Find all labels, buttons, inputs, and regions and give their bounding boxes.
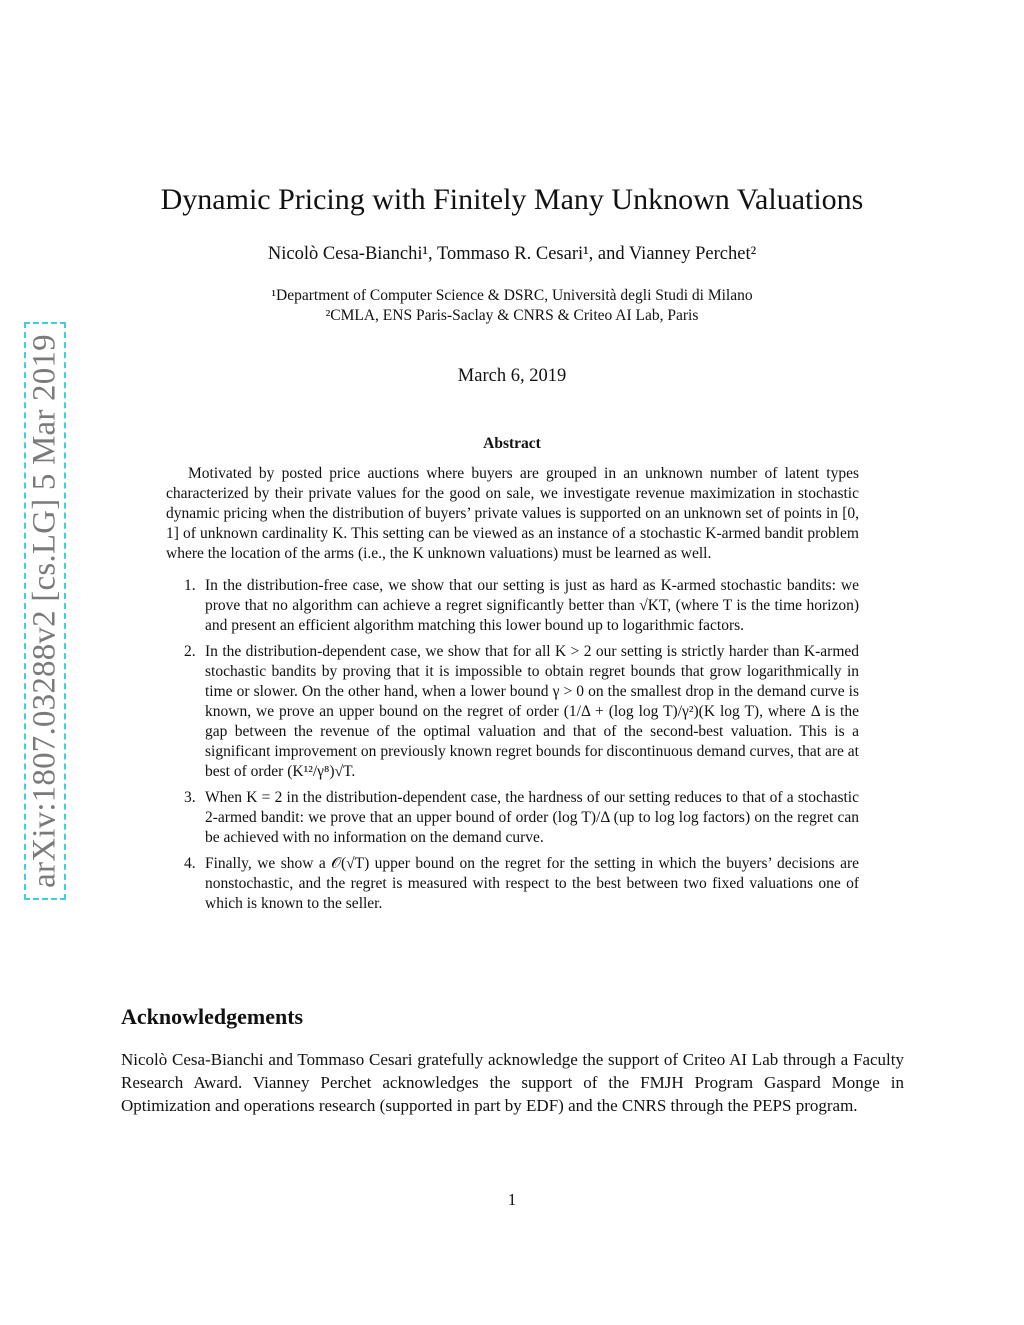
list-item-text: In the distribution-free case, we show that our setting is just as hard as K-armed stochastic bandits: we prove that no algorithm can achieve a regret significantly better than √KT, (where T is the time horizon) and present an efficient algorithm matching this lower bound up to logarithmic factors. — [205, 577, 859, 634]
list-item-number: 1. — [184, 577, 196, 594]
affiliation-2: ²CMLA, ENS Paris-Saclay & CNRS & Criteo AI Lab, Paris — [325, 307, 699, 324]
contribution-list — [166, 576, 859, 914]
arxiv-stamp — [24, 322, 66, 900]
list-item-text: Finally, we show a 𝒪(√T) upper bound on the regret for the setting in which the buyers’ decisions are nonstochastic, and the regret is measured with respect to the best between two fixed valuations one of which is known to the seller. — [205, 855, 859, 912]
list-item-text: When K = 2 in the distribution-dependent case, the hardness of our setting reduces to that of a stochastic 2-armed bandit: we prove that an upper bound of order (log T)/Δ (up to log log factors) on the regret can be achieved with no information on the demand curve. — [205, 789, 859, 846]
list-item — [166, 576, 859, 636]
paper-date: March 6, 2019 — [457, 366, 567, 386]
list-item-text: In the distribution-dependent case, we show that for all K > 2 our setting is strictly harder than K-armed stochastic bandits by proving that it is impossible to obtain regret bounds that grow logarithmically in time or slower. On the other hand, when a lower bound γ > 0 on the smallest drop in the demand curve is known, we prove an upper bound on the regret of order (1/Δ + (log log T)/γ²)(K log T), where Δ is the gap between the revenue of the optimal valuation and that of the second-best valuation. This is a significant improvement on previously known regret bounds for discontinuous demand curves, that are at best of order (K¹²/γ⁸)√T. — [205, 643, 859, 780]
list-item-number: 3. — [184, 789, 196, 806]
list-item-number: 2. — [184, 643, 196, 660]
affiliations — [0, 286, 1024, 326]
arxiv-stamp-text: arXiv:1807.03288v2 [cs.LG] 5 Mar 2019 — [26, 334, 63, 888]
author-list: Nicolò Cesa-Bianchi¹, Tommaso R. Cesari¹, and Vianney Perchet² — [267, 244, 757, 264]
list-item — [166, 854, 859, 914]
affiliation-1: ¹Department of Computer Science & DSRC, Università degli Studi di Milano — [271, 287, 753, 304]
paper-title: Dynamic Pricing with Finitely Many Unknown Valuations — [160, 183, 864, 216]
abstract-heading: Abstract — [483, 435, 541, 452]
acknowledgements-heading: Acknowledgements — [121, 1004, 304, 1029]
page-number: 1 — [507, 1190, 517, 1209]
list-item — [166, 788, 859, 848]
list-item-number: 4. — [184, 855, 196, 872]
list-item — [166, 642, 859, 782]
abstract-paragraph: Motivated by posted price auctions where buyers are grouped in an unknown number of latent types characterized by their private values for the good on sale, we investigate revenue maximization in stochastic dynamic pricing when the distribution of buyers’ private values is supported on an unknown set of points in [0, 1] of unknown cardinality K. This setting can be viewed as an instance of a stochastic K-armed bandit problem where the location of the arms (i.e., the K unknown valuations) must be learned as well. — [166, 465, 859, 562]
acknowledgements-text: Nicolò Cesa-Bianchi and Tommaso Cesari gratefully acknowledge the support of Criteo AI Lab through a Faculty Research Award. Vianney Perchet acknowledges the support of the FMJH Program Gaspard Monge in Optimization and operations research (supported in part by EDF) and the CNRS through the PEPS program. — [121, 1050, 904, 1115]
abstract-body — [166, 464, 859, 920]
